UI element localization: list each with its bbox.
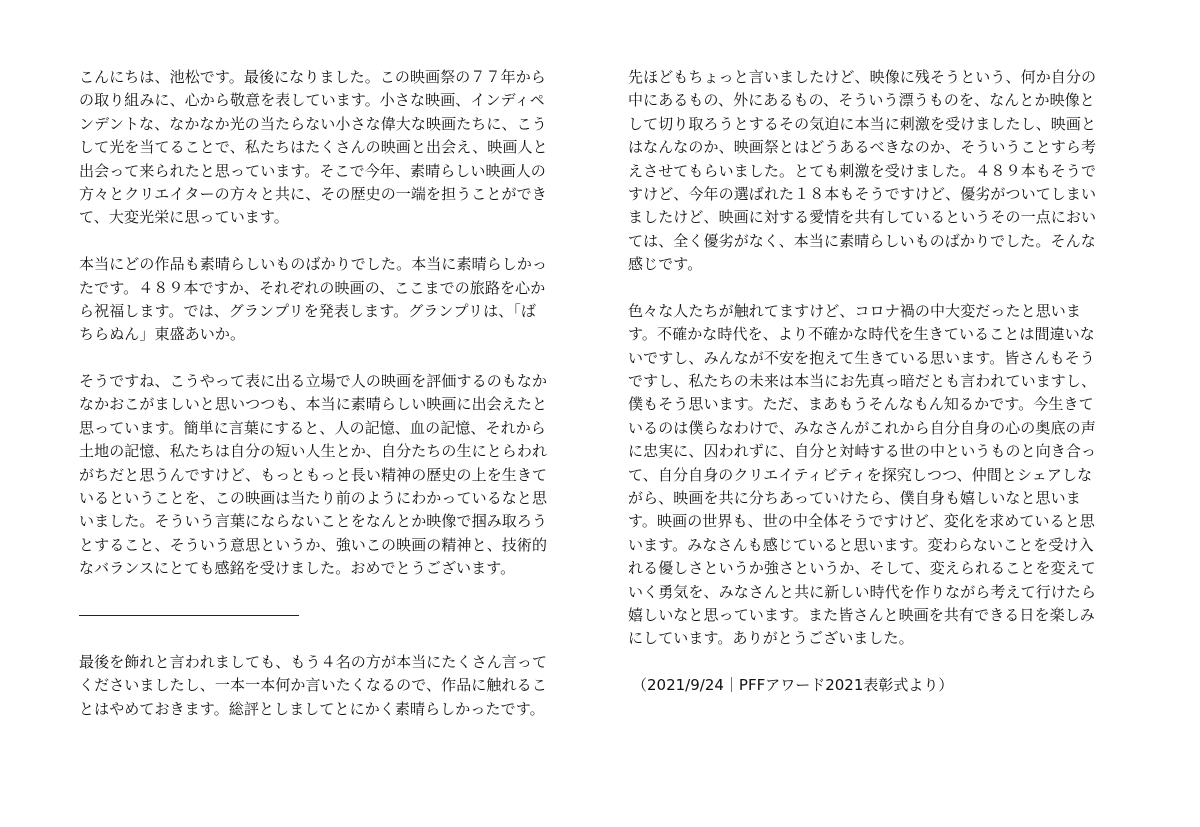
text-line: いるのは僕らなわけで、みなさんがこれから自分自身の心の奥底の声	[628, 418, 1096, 437]
left-column	[79, 66, 571, 721]
text-line: 方々とクリエイターの方々と共に、その歴史の一端を担うことができ	[79, 184, 547, 203]
text-line: ては、全く優劣がなく、本当に素晴らしいものばかりでした。そんな	[628, 231, 1096, 250]
text-line: 土地の記憶、私たちは自分の短い人生とか、自分たちの生にとらわれ	[79, 442, 548, 461]
right-column	[628, 66, 1120, 698]
left-paragraph-1	[79, 66, 571, 230]
text-line: なバランスにとても感銘を受けました。おめでとうございます。	[79, 559, 516, 578]
text-line: がら、映画を共に分ちあっていけたら、僕自身も嬉しいなと思いま	[628, 489, 1081, 508]
text-line: います。みなさんも感じていると思います。変わらないことを受け入	[628, 535, 1094, 554]
text-line: 出会って来られたと思っています。そこで今年、素晴らしい映画人の	[79, 161, 546, 180]
text-line: にしています。ありがとうございました。	[628, 629, 914, 648]
text-line: いく勇気を、みなさんと共に新しい時代を作りながら考えて行けたら	[628, 582, 1097, 601]
text-line: 先ほどもちょっと言いましたけど、映像に残そうという、何か自分の	[628, 68, 1097, 86]
source-citation: （2021/9/24｜PFFアワード2021表彰式より）	[632, 676, 954, 695]
text-line: いるということを、この映画は当たり前のようにわかっているなと思	[79, 489, 548, 508]
text-line: ですし、私たちの未来は本当にお先真っ暗だとも言われていますし、	[628, 372, 1097, 391]
text-line: 僕もそう思います。ただ、まあもうそんなもん知るかです。今生きて	[628, 395, 1094, 414]
text-line: 本当にどの作品も素晴らしいものばかりでした。本当に素晴らしかっ	[79, 255, 548, 274]
text-line: 感じです。	[628, 255, 703, 274]
text-line: いました。そういう言葉にならないことをなんとか映像で掴み取ろう	[79, 512, 548, 531]
text-line: ンデントな、なかなか光の当たらない小さな偉大な映画たちに、こう	[79, 114, 547, 133]
paragraph-gap	[79, 581, 571, 604]
text-line: 色々な人たちが触れてますけど、コロナ禍の中大変だったと思いま	[628, 301, 1082, 320]
text-line: なかおこがましいと思いつつも、本当に素晴らしい映画に出会えたと	[79, 395, 548, 414]
text-line: ら祝福します。では、グランプリを発表します。グランプリは、「ば	[79, 301, 537, 320]
text-line: とすること、そういう意思というか、強いこの映画の精神と、技術的	[79, 535, 548, 554]
text-line: えさせてもらいました。とても刺激を受けました。４８９本もそうで	[628, 161, 1097, 180]
right-paragraph-1	[628, 66, 1120, 277]
text-line: がちだと思うんですけど、もっともっと長い精神の歴史の上を生きて	[79, 465, 548, 484]
text-line: して切り取ろうとするその気迫に本当に刺激を受けましたし、映画と	[628, 114, 1097, 133]
text-line: くださいましたし、一本一本何か言いたくなるので、作品に触れるこ	[79, 676, 547, 695]
text-line: す。映画の世界も、世の中全体そうですけど、変化を求めていると思	[628, 512, 1095, 531]
divider-line	[79, 615, 299, 616]
left-paragraph-4	[79, 651, 571, 721]
paragraph-gap	[79, 347, 571, 370]
text-line: に忠実に、囚われずに、自分と対峙する世の中というものと向き合っ	[628, 442, 1097, 461]
text-line: ましたけど、映画に対する愛情を共有しているというその一点におい	[628, 208, 1097, 227]
text-line: して光を当てることで、私たちはたくさんの映画と出会え、映画人と	[79, 138, 548, 157]
text-line: れる優しさというか強さというか、そして、変えられることを変えて	[628, 559, 1096, 578]
paragraph-gap	[628, 277, 1120, 300]
paragraph-gap	[79, 627, 571, 650]
paragraph-gap	[79, 230, 571, 253]
left-paragraph-3	[79, 370, 571, 581]
text-line: とはやめておきます。総評としましてとにかく素晴らしかったです。	[79, 699, 545, 718]
text-line: て、自分自身のクリエイティビティを探究しつつ、仲間とシェアしな	[628, 465, 1093, 484]
text-line: 最後を飾れと言われましても、もう４名の方が本当にたくさん言って	[79, 652, 548, 671]
section-divider	[79, 604, 571, 627]
text-line: たです。４８９本ですか、それぞれの映画の、ここまでの旅路を心か	[79, 278, 546, 297]
text-line: て、大変光栄に思っています。	[79, 208, 289, 227]
text-line: こんにちは、池松です。最後になりました。この映画祭の７７年から	[79, 68, 546, 86]
text-line: ちらぬん」東盛あいか。	[79, 325, 246, 344]
text-line: すけど、今年の選ばれた１８本もそうですけど、優劣がついてしまい	[628, 184, 1097, 203]
left-paragraph-2	[79, 253, 571, 347]
text-line: はなんなのか、映画祭とはどうあるべきなのか、そういうことすら考	[628, 138, 1097, 157]
text-line: 中にあるもの、外にあるもの、そういう漂うものを、なんとか映像と	[628, 91, 1095, 110]
text-line: いですし、みんなが不安を抱えて生きている思います。皆さんもそう	[628, 348, 1095, 367]
text-line: 思っています。簡単に言葉にすると、人の記憶、血の記憶、それから	[79, 418, 546, 437]
text-line: す。不確かな時代を、より不確かな時代を生きていることは間違いな	[628, 325, 1095, 344]
text-line: の取り組みに、心から敬意を表しています。小さな映画、インディペ	[79, 91, 545, 110]
text-line: 嬉しいなと思っています。また皆さんと映画を共有できる日を楽しみ	[628, 605, 1095, 624]
right-paragraph-2	[628, 300, 1120, 651]
paragraph-gap	[628, 651, 1120, 674]
text-line: そうですね、こうやって表に出る立場で人の映画を評価するのもなか	[79, 372, 548, 391]
